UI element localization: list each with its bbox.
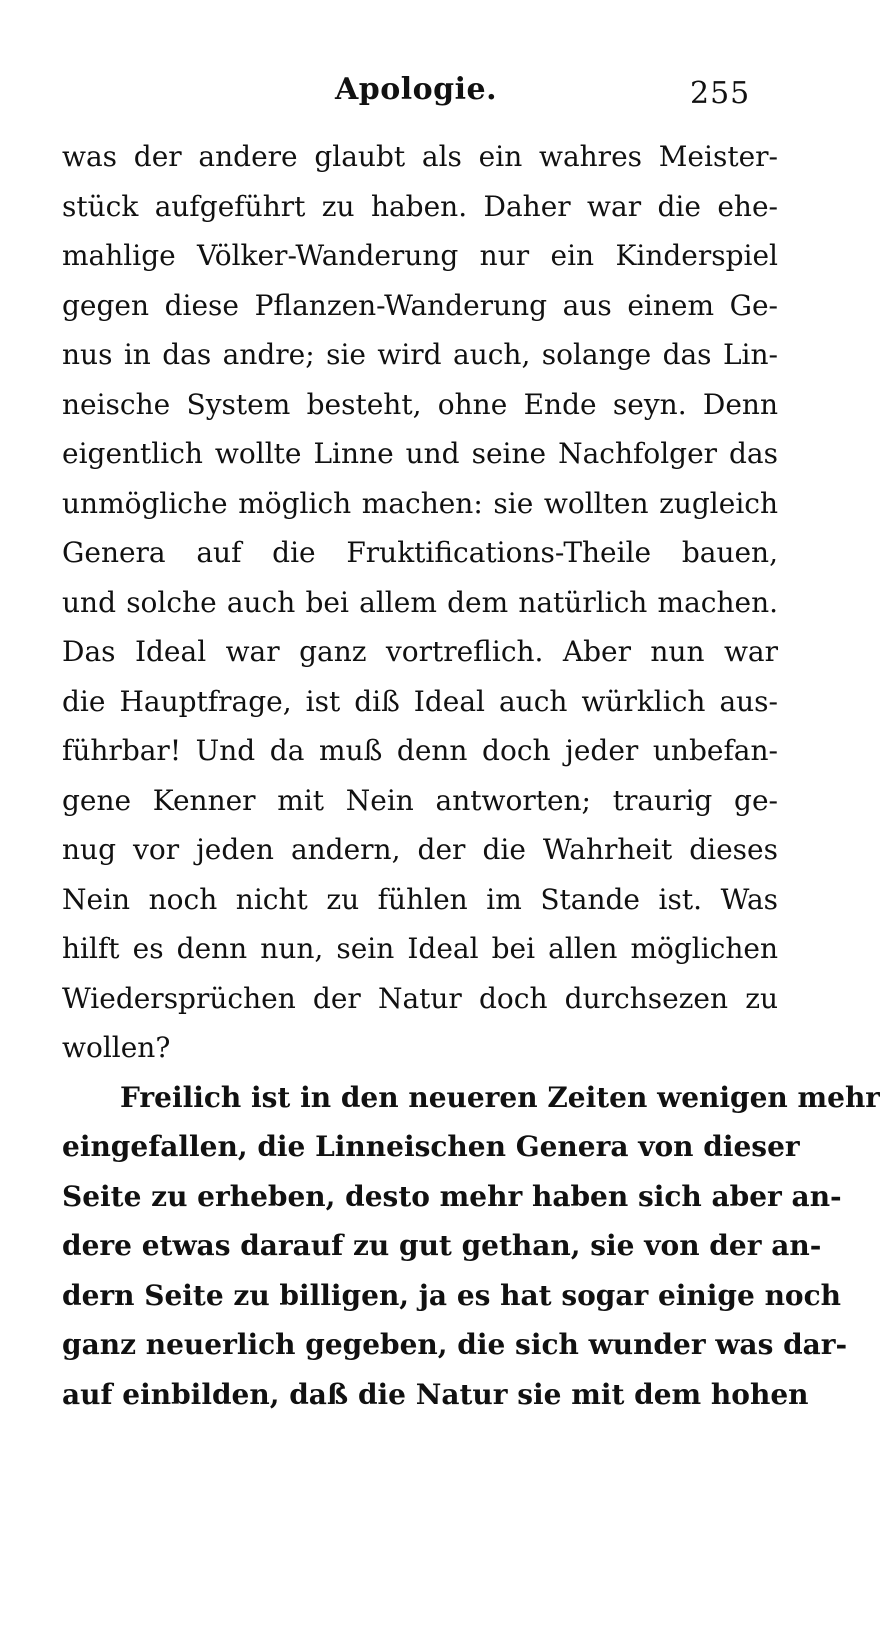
page-number: 255 [690, 76, 751, 111]
text-line: Freilich ist in den neueren Zeiten wenigen mehr [120, 1080, 880, 1114]
text-line: ganz neuerlich gegeben, die sich wunder was dar- [62, 1328, 848, 1361]
text-line: neische System besteht, ohne Ende seyn. Denn [62, 387, 778, 421]
page-header [0, 72, 830, 112]
text-line: mahlige Völker-Wanderung nur ein Kinderspiel [62, 239, 778, 272]
body-text [62, 132, 880, 1419]
text-line: Genera auf die Fruktifications-Theile bauen, [62, 536, 778, 569]
text-line: eingefallen, die Linneischen Genera von dieser [62, 1130, 800, 1163]
text-line: die Hauptfrage, ist diß Ideal auch würklich aus- [62, 684, 778, 718]
text-line: Nein noch nicht zu fühlen im Stande ist. Was [62, 882, 778, 916]
paragraph-2 [62, 1073, 880, 1420]
text-line: dern Seite zu billigen, ja es hat sogar einige noch [62, 1278, 842, 1312]
running-title: Apologie. [335, 72, 498, 107]
text-line: eigentlich wollte Linne und seine Nachfolger das [62, 437, 778, 470]
text-line: gene Kenner mit Nein antworten; traurig ge- [62, 783, 778, 817]
text-line: Das Ideal war ganz vortreflich. Aber nun war [62, 635, 778, 668]
text-line: stück aufgeführt zu haben. Daher war die ehe- [62, 189, 778, 223]
text-line: hilft es denn nun, sein Ideal bei allen möglichen [62, 932, 778, 965]
text-line: unmögliche möglich machen: sie wollten zugleich [62, 486, 778, 520]
paragraph-1 [62, 132, 778, 1073]
text-line: Wiedersprüchen der Natur doch durchsezen zu [62, 981, 778, 1015]
text-line: Seite zu erheben, desto mehr haben sich aber an- [62, 1179, 842, 1213]
text-line: und solche auch bei allem dem natürlich machen. [62, 585, 778, 619]
text-line: was der andere glaubt als ein wahres Meister- [62, 140, 778, 173]
text-line: nug vor jeden andern, der die Wahrheit dieses [62, 833, 778, 866]
text-line: führbar! Und da muß denn doch jeder unbefan- [62, 734, 778, 767]
text-line: dere etwas darauf zu gut gethan, sie von der an- [62, 1229, 822, 1262]
text-line: auf einbilden, daß die Natur sie mit dem hohen [62, 1377, 809, 1411]
text-line: wollen? [62, 1031, 171, 1064]
text-line: gegen diese Pflanzen-Wanderung aus einem Ge- [62, 288, 778, 322]
text-line: nus in das andre; sie wird auch, solange das Lin- [62, 338, 778, 371]
